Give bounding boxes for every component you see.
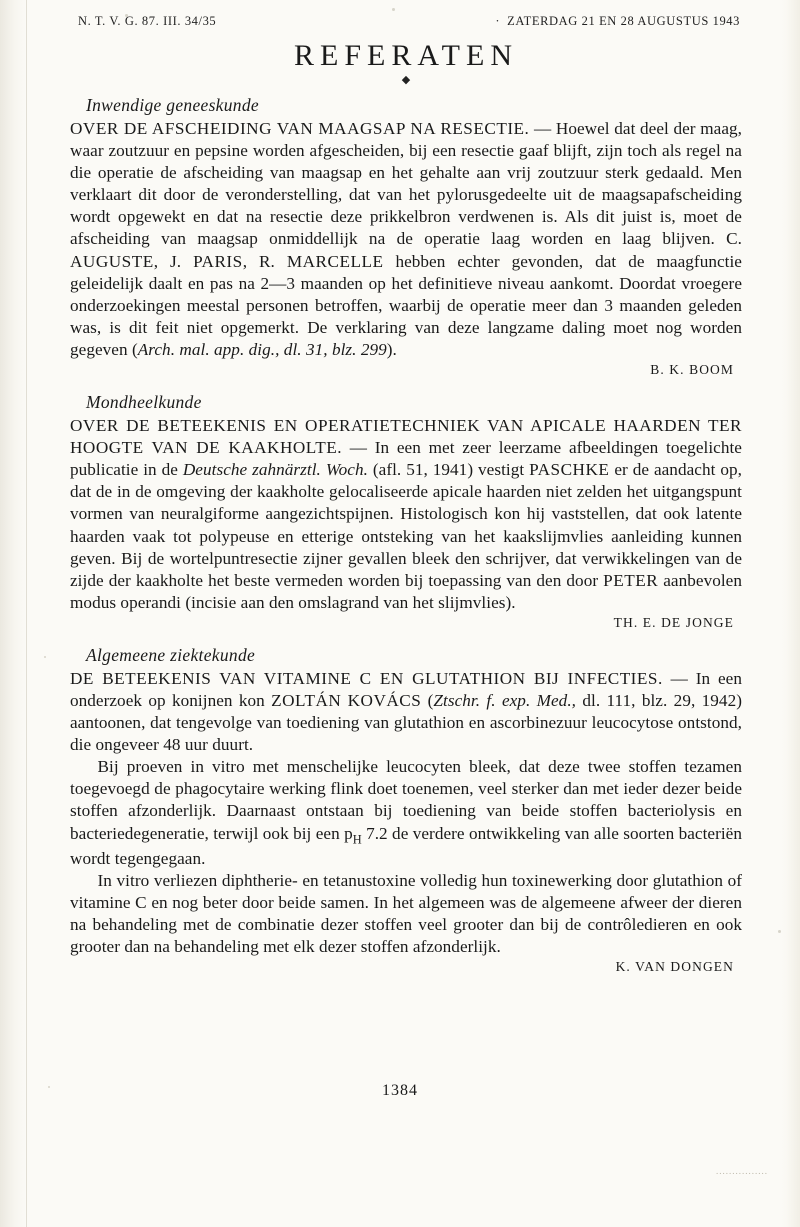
section-1-byline: B. K. BOOM [650, 362, 734, 378]
section-1-lead: OVER DE AFSCHEIDING VAN MAAGSAP NA RESECTIE. [70, 119, 530, 138]
page-left-edge-shadow [0, 0, 26, 1227]
paper-speck [392, 8, 395, 11]
section-2-lead: OVER DE BETEEKENIS EN OPERATIETECHNIEK VAN APICALE HAARDEN TER HOOGTE VAN DE KAAKHOLTE. [70, 416, 742, 458]
paper-speck [44, 656, 46, 658]
page-content [70, 14, 742, 977]
page-folio-number: 1384 [382, 1082, 418, 1099]
section-3-lead: DE BETEEKENIS VAN VITAMINE C EN GLUTATHION BIJ INFECTIES. [70, 668, 663, 688]
paper-speck [778, 930, 781, 933]
section-2-text: — In een met zeer leerzame afbeeldingen toegelichte publicatie in de Deutsche zahnärztl. Woch. (afl. 51, 1941) vestigt PASCHKE er de aandacht op, dat de in de omgeving der kaakholte gelocaliseerde apicale haarden niet zelden het uitgangspunt vormen van neuralgiforme aangezichtspijnen. Histologisch kon hij vaststellen, dat ook latente haarden vaak tot polypeuse en etterige ontsteking van het kaakslijmvlies aanleiding kunnen geven. Bij de wortelpuntresectie zijner gevallen bleek den schrijver, dat verwikkelingen van de zijde der kaakholte het beste vermeden worden bij toepassing van den door PETER aanbevolen modus operandi (incisie aan den omslagrand van het slijmvlies). [70, 438, 742, 612]
section-heading-algemeene-ziektekunde: Algemeene ziektekunde [86, 644, 256, 665]
section-3-paragraph-3: In vitro verliezen diphtherie- en tetanustoxine volledig hun toxinewerking door glutathion of vitamine C en nog beter door beide samen. In het algemeen was de algemeene afweer der dieren na behandeling met de combinatie dezer stoffen veel grooter dan bij de contrôledieren en ook grooter dan na behandeling met elk dezer stoffen afzonderlijk. [70, 870, 742, 957]
scan-artifact-line [26, 0, 27, 1227]
section-heading-inwendige-geneeskunde: Inwendige geneeskunde [86, 95, 259, 115]
section-2-paragraph-1 [70, 415, 742, 614]
section-heading-mondheelkunde: Mondheelkunde [86, 392, 202, 413]
section-3-text-1: — In een onderzoek op konijnen kon ZOLTÁN KOVÁCS (Ztschr. f. exp. Med., dl. 111, blz. 29, 1942) aantoonen, dat tengevolge van toediening van glutathion en ascorbinezuur leucocytose ontstond, die ongeveer 48 uur duurt. [70, 668, 742, 755]
section-1-text: — Hoewel dat deel der maag, waar zoutzuur en pepsine worden afgescheiden, bij een resectie gaaf blijft, zijn toch als regel na die operatie de afscheiding van maagsap en het gehalte aan vrij zoutzuur sterk gedaald. Men verklaart dit door de veronderstelling, dat van het pylorusgedeelte uit de maagsapafscheiding wordt opgewekt en dat na resectie deze prikkelbron verdwenen is. Als dit juist is, moet de afscheiding van maagsap onmiddellijk na de operatie laag worden en laag blijven. C. AUGUSTE, J. PARIS, R. MARCELLE hebben echter gevonden, dat de maagfunctie geleidelijk daalt en pas na 2—3 maanden op het definitieve niveau aankomt. Doordat vroegere onderzoekingen meestal personen betroffen, waarbij de operatie meer dan 3 maanden geleden was, is dit feit niet opgemerkt. De verklaring van deze langzame daling moet nog worden gegeven (Arch. mal. app. dig., dl. 31, blz. 299). [70, 119, 742, 359]
scan-smudge: ................ [716, 1166, 768, 1176]
running-head-right: · ZATERDAG 21 EN 28 AUGUSTUS 1943 [495, 14, 740, 29]
page-right-edge-shadow [780, 0, 800, 1227]
section-3-byline: K. VAN DONGEN [615, 959, 734, 975]
section-3-paragraph-1 [70, 668, 742, 756]
running-head [70, 14, 742, 29]
running-head-left: N. T. V. G. 87. III. 34/35 [78, 14, 217, 28]
diamond-ornament-icon: ◆ [401, 74, 411, 86]
section-3-paragraph-2: Bij proeven in vitro met menschelijke leucocyten bleek, dat deze twee stoffen tezamen toegevoegd de phagocytaire werking flink doet toenemen, veel sterker dan met ieder dezer beide stoffen afzonderlijk. Daarnaast ontstaan bij toediening van beide stoffen bacteriolysis en bacteriedegeneratie, terwijl ook bij een $p_H$ 7.2 de verdere ontwikkeling van alle soorten bacteriën wordt tegengegaan. [70, 757, 742, 868]
page-title: REFERATEN [293, 39, 518, 72]
section-2-byline: TH. E. DE JONGE [613, 614, 734, 630]
section-1-paragraph-1 [70, 118, 742, 361]
